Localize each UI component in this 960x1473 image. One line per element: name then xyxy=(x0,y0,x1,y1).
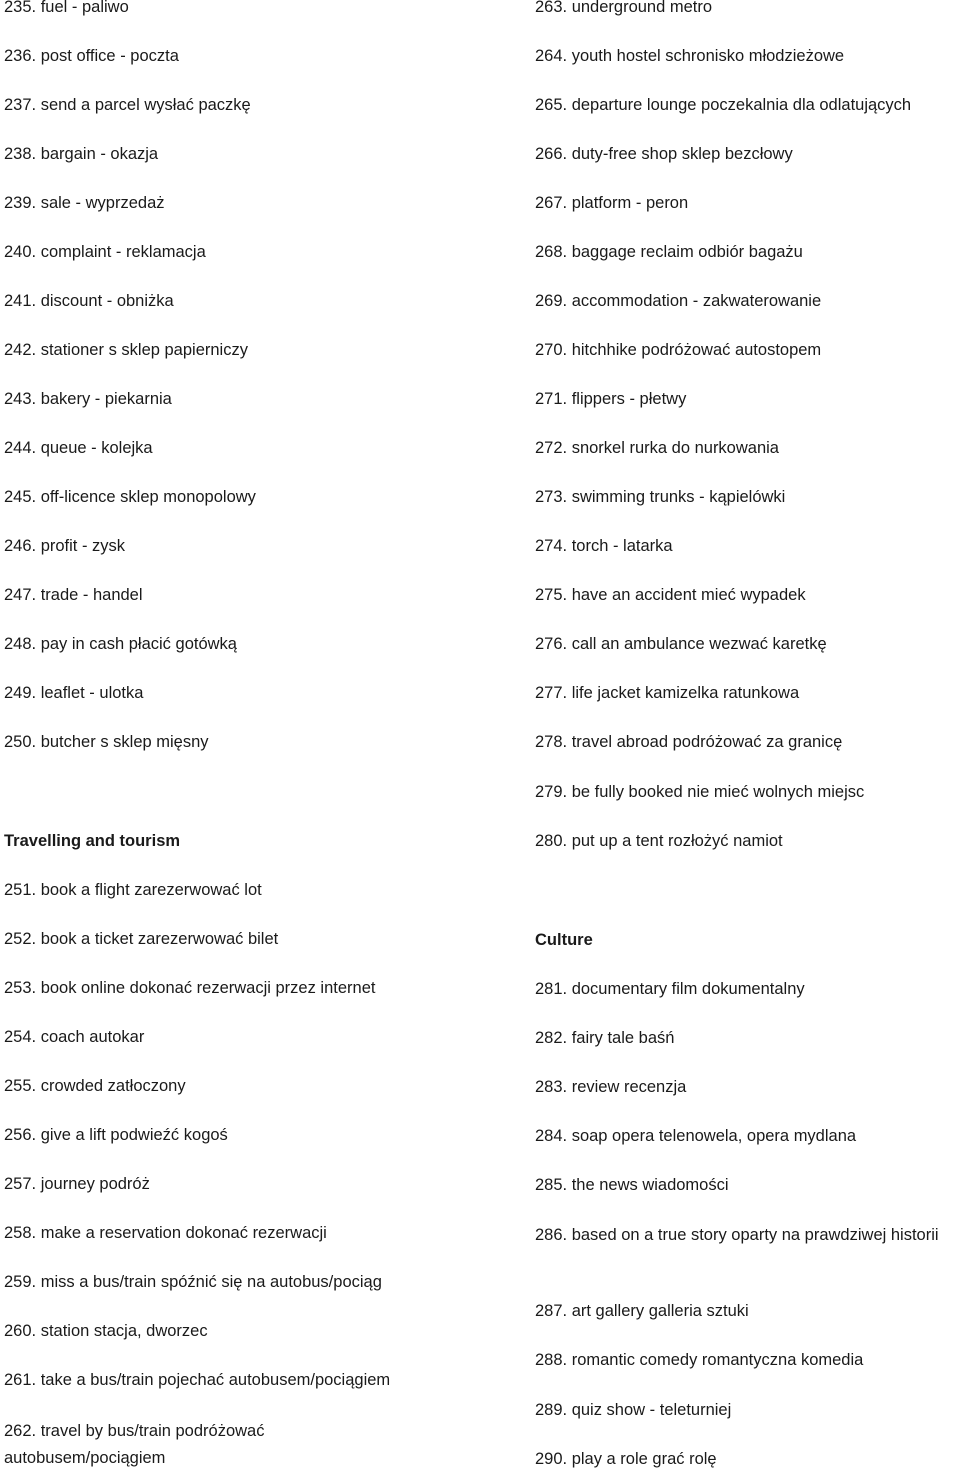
list-item: 237. send a parcel wysłać paczkę xyxy=(4,96,251,114)
list-item: 235. fuel - paliwo xyxy=(4,0,129,16)
list-item: 288. romantic comedy romantyczna komedia xyxy=(535,1351,864,1369)
list-item: 252. book a ticket zarezerwować bilet xyxy=(4,930,279,948)
list-item: 279. be fully booked nie mieć wolnych miejsc xyxy=(535,783,865,801)
section-heading-culture: Culture xyxy=(535,931,593,949)
list-item: 260. station stacja, dworzec xyxy=(4,1322,208,1340)
list-item: 261. take a bus/train pojechać autobusem/pociągiem xyxy=(4,1371,391,1389)
list-item: 270. hitchhike podróżować autostopem xyxy=(535,341,822,359)
list-item: 276. call an ambulance wezwać karetkę xyxy=(535,635,827,653)
list-item: 250. butcher s sklep mięsny xyxy=(4,733,209,751)
list-item: 282. fairy tale baśń xyxy=(535,1029,675,1047)
list-item: 286. based on a true story oparty na prawdziwej historii xyxy=(535,1226,939,1244)
list-item: 271. flippers - płetwy xyxy=(535,390,687,408)
list-item: 287. art gallery galleria sztuki xyxy=(535,1302,749,1320)
list-item: 240. complaint - reklamacja xyxy=(4,243,206,261)
list-item: 236. post office - poczta xyxy=(4,47,179,65)
list-item: 249. leaflet - ulotka xyxy=(4,684,144,702)
list-item: 238. bargain - okazja xyxy=(4,145,159,163)
list-item: 241. discount - obniżka xyxy=(4,292,174,310)
list-item: 246. profit - zysk xyxy=(4,537,126,555)
list-item: 267. platform - peron xyxy=(535,194,689,212)
list-item: 244. queue - kolejka xyxy=(4,439,153,457)
list-item: 248. pay in cash płacić gotówką xyxy=(4,635,237,653)
list-item: 278. travel abroad podróżować za granicę xyxy=(535,733,843,751)
section-heading-travelling: Travelling and tourism xyxy=(4,832,181,850)
list-item: 281. documentary film dokumentalny xyxy=(535,980,805,998)
list-item: 262. travel by bus/train podróżować autobusem/pociągiem xyxy=(4,1422,265,1467)
list-item: 239. sale - wyprzedaż xyxy=(4,194,165,212)
list-item: 251. book a flight zarezerwować lot xyxy=(4,881,262,899)
list-item: 258. make a reservation dokonać rezerwacji xyxy=(4,1224,327,1242)
list-item: 285. the news wiadomości xyxy=(535,1176,729,1194)
list-item: 253. book online dokonać rezerwacji przez internet xyxy=(4,979,376,997)
list-item: 272. snorkel rurka do nurkowania xyxy=(535,439,779,457)
list-item: 268. baggage reclaim odbiór bagażu xyxy=(535,243,803,261)
list-item: 259. miss a bus/train spóźnić się na autobus/pociąg xyxy=(4,1273,382,1291)
list-item: 243. bakery - piekarnia xyxy=(4,390,172,408)
list-item: 289. quiz show - teleturniej xyxy=(535,1401,732,1419)
list-item: 283. review recenzja xyxy=(535,1078,687,1096)
list-item: 254. coach autokar xyxy=(4,1028,145,1046)
list-item: 280. put up a tent rozłożyć namiot xyxy=(535,832,783,850)
list-item: 269. accommodation - zakwaterowanie xyxy=(535,292,822,310)
list-item: 245. off-licence sklep monopolowy xyxy=(4,488,256,506)
list-item: 255. crowded zatłoczony xyxy=(4,1077,186,1095)
list-item: 242. stationer s sklep papierniczy xyxy=(4,341,248,359)
list-item: 277. life jacket kamizelka ratunkowa xyxy=(535,684,800,702)
list-item: 275. have an accident mieć wypadek xyxy=(535,586,806,604)
list-item: 264. youth hostel schronisko młodzieżowe xyxy=(535,47,845,65)
list-item: 263. underground metro xyxy=(535,0,713,16)
list-item: 274. torch - latarka xyxy=(535,537,673,555)
list-item: 265. departure lounge poczekalnia dla odlatujących xyxy=(535,96,912,114)
list-item: 290. play a role grać rolę xyxy=(535,1450,717,1468)
list-item: 273. swimming trunks - kąpielówki xyxy=(535,488,786,506)
list-item: 266. duty-free shop sklep bezcłowy xyxy=(535,145,793,163)
list-item: 284. soap opera telenowela, opera mydlana xyxy=(535,1127,857,1145)
list-item: 256. give a lift podwieźć kogoś xyxy=(4,1126,228,1144)
list-item: 257. journey podróż xyxy=(4,1175,150,1193)
list-item: 247. trade - handel xyxy=(4,586,143,604)
